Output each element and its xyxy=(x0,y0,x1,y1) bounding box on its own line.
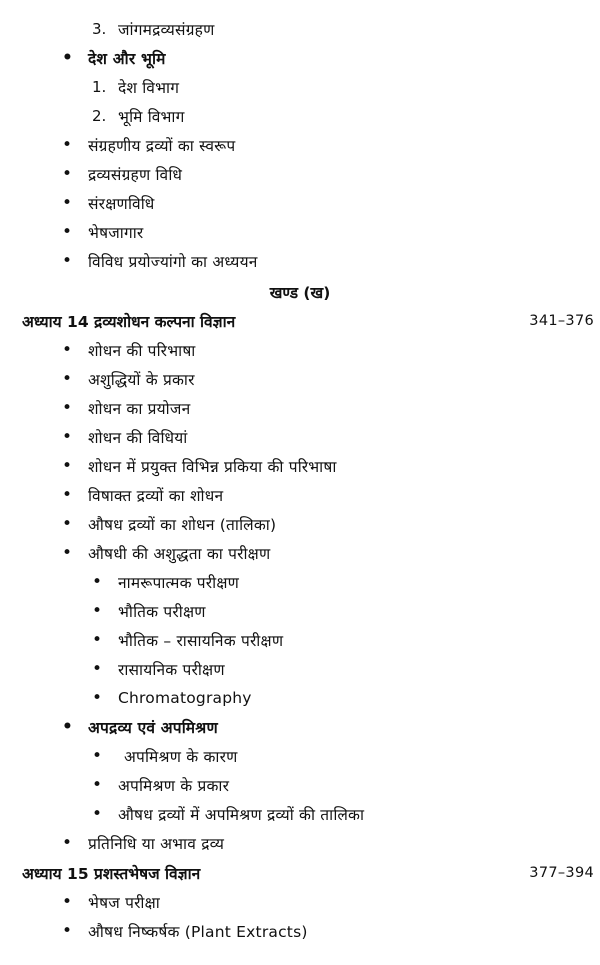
section-heading-desh xyxy=(0,43,600,72)
list-item-text: अपमिश्रण के कारण xyxy=(124,747,238,766)
list-item xyxy=(0,335,600,364)
list-item-text: जांगमद्रव्यसंग्रहण xyxy=(118,20,215,39)
list-item-text: द्रव्यसंग्रहण विधि xyxy=(88,165,183,184)
bullet-marker: • xyxy=(92,658,103,679)
bullet-marker: • xyxy=(62,716,73,737)
list-item-text: औषध द्रव्यों में अपमिश्रण द्रव्यों की तालिका xyxy=(118,805,365,824)
list-item xyxy=(0,393,600,422)
list-item xyxy=(0,188,600,217)
list-item xyxy=(0,538,600,567)
chapter-title: अध्याय 14 द्रव्यशोधन कल्पना विज्ञान xyxy=(22,312,236,331)
sub-list-item xyxy=(0,799,600,828)
list-item-text: भौतिक – रासायनिक परीक्षण xyxy=(118,631,284,650)
list-item xyxy=(0,130,600,159)
sub-list-item xyxy=(0,683,600,712)
sub-list-item xyxy=(0,596,600,625)
list-item-text: अशुद्धियों के प्रकार xyxy=(88,370,195,389)
chapter-title: अध्याय 15 प्रशस्तभेषज विज्ञान xyxy=(22,864,201,883)
list-item xyxy=(0,246,600,275)
sub-list-item xyxy=(0,654,600,683)
list-item xyxy=(0,828,600,857)
section-heading-text: अपद्रव्य एवं अपमिश्रण xyxy=(88,718,218,737)
bullet-marker: • xyxy=(92,600,103,621)
bullet-marker: • xyxy=(62,221,73,242)
bullet-marker: • xyxy=(62,47,73,68)
bullet-marker: • xyxy=(92,745,103,766)
list-item xyxy=(0,451,600,480)
section-heading-text: देश और भूमि xyxy=(88,49,166,68)
list-item-text: विषाक्त द्रव्यों का शोधन xyxy=(88,486,224,505)
list-item xyxy=(0,14,600,43)
bullet-marker: • xyxy=(62,339,73,360)
bullet-marker: • xyxy=(92,571,103,592)
part-heading: खण्ड (ख) xyxy=(269,283,331,302)
list-item-text: संग्रहणीय द्रव्यों का स्वरूप xyxy=(88,136,236,155)
bullet-marker: • xyxy=(62,542,73,563)
list-item-text: प्रतिनिधि या अभाव द्रव्य xyxy=(88,834,225,853)
list-item xyxy=(0,887,600,916)
bullet-marker: • xyxy=(62,891,73,912)
sub-list-item xyxy=(0,625,600,654)
bullet-marker: • xyxy=(62,513,73,534)
section-heading-apdravya xyxy=(0,712,600,741)
bullet-marker: • xyxy=(92,687,103,708)
sub-list-item xyxy=(0,567,600,596)
list-item-text: औषध निष्कर्षक (Plant Extracts) xyxy=(88,922,308,941)
bullet-marker: • xyxy=(62,426,73,447)
list-item-text: भूमि विभाग xyxy=(118,107,185,126)
list-item-text: Chromatography xyxy=(118,688,252,707)
bullet-marker: • xyxy=(62,455,73,476)
list-item xyxy=(0,480,600,509)
list-item xyxy=(0,101,600,130)
bullet-marker: • xyxy=(62,832,73,853)
list-item xyxy=(0,422,600,451)
list-item xyxy=(0,72,600,101)
list-item xyxy=(0,916,600,945)
sub-list-item xyxy=(0,741,600,770)
chapter-page-range: 377–394 xyxy=(529,864,594,881)
list-item-text: शोधन में प्रयुक्त विभिन्न प्रकिया की परिभाषा xyxy=(88,457,337,476)
list-item-text: औषधी की अशुद्धता का परीक्षण xyxy=(88,544,271,563)
list-item xyxy=(0,217,600,246)
list-number: 3. xyxy=(92,19,107,38)
list-item-text: भेषज परीक्षा xyxy=(88,893,160,912)
list-item-text: नामरूपात्मक परीक्षण xyxy=(118,573,240,592)
list-item-text: विविध प्रयोज्यांगो का अध्ययन xyxy=(88,252,258,271)
list-item-text: देश विभाग xyxy=(118,78,180,97)
list-item-text: संरक्षणविधि xyxy=(88,194,155,213)
bullet-marker: • xyxy=(62,368,73,389)
sub-list-item xyxy=(0,770,600,799)
list-item-text: भौतिक परीक्षण xyxy=(118,602,206,621)
list-number: 1. xyxy=(92,77,107,96)
list-item-text: शोधन की परिभाषा xyxy=(88,341,196,360)
bullet-marker: • xyxy=(62,192,73,213)
bullet-marker: • xyxy=(92,803,103,824)
bullet-marker: • xyxy=(62,397,73,418)
chapter-heading-14 xyxy=(22,306,594,335)
bullet-marker: • xyxy=(62,163,73,184)
list-number: 2. xyxy=(92,106,107,125)
list-item-text: शोधन का प्रयोजन xyxy=(88,399,191,418)
chapter-heading-15 xyxy=(22,858,594,887)
list-item xyxy=(0,159,600,188)
list-item-text: भेषजागार xyxy=(88,223,144,242)
list-item-text: रासायनिक परीक्षण xyxy=(118,660,225,679)
list-item xyxy=(0,509,600,538)
list-item-text: अपमिश्रण के प्रकार xyxy=(118,776,230,795)
bullet-marker: • xyxy=(92,629,103,650)
bullet-marker: • xyxy=(62,134,73,155)
list-item-text: शोधन की विधियां xyxy=(88,428,188,447)
chapter-page-range: 341–376 xyxy=(529,312,594,329)
list-item xyxy=(0,364,600,393)
bullet-marker: • xyxy=(62,920,73,941)
bullet-marker: • xyxy=(62,484,73,505)
bullet-marker: • xyxy=(92,774,103,795)
bullet-marker: • xyxy=(62,250,73,271)
list-item-text: औषध द्रव्यों का शोधन (तालिका) xyxy=(88,515,277,534)
